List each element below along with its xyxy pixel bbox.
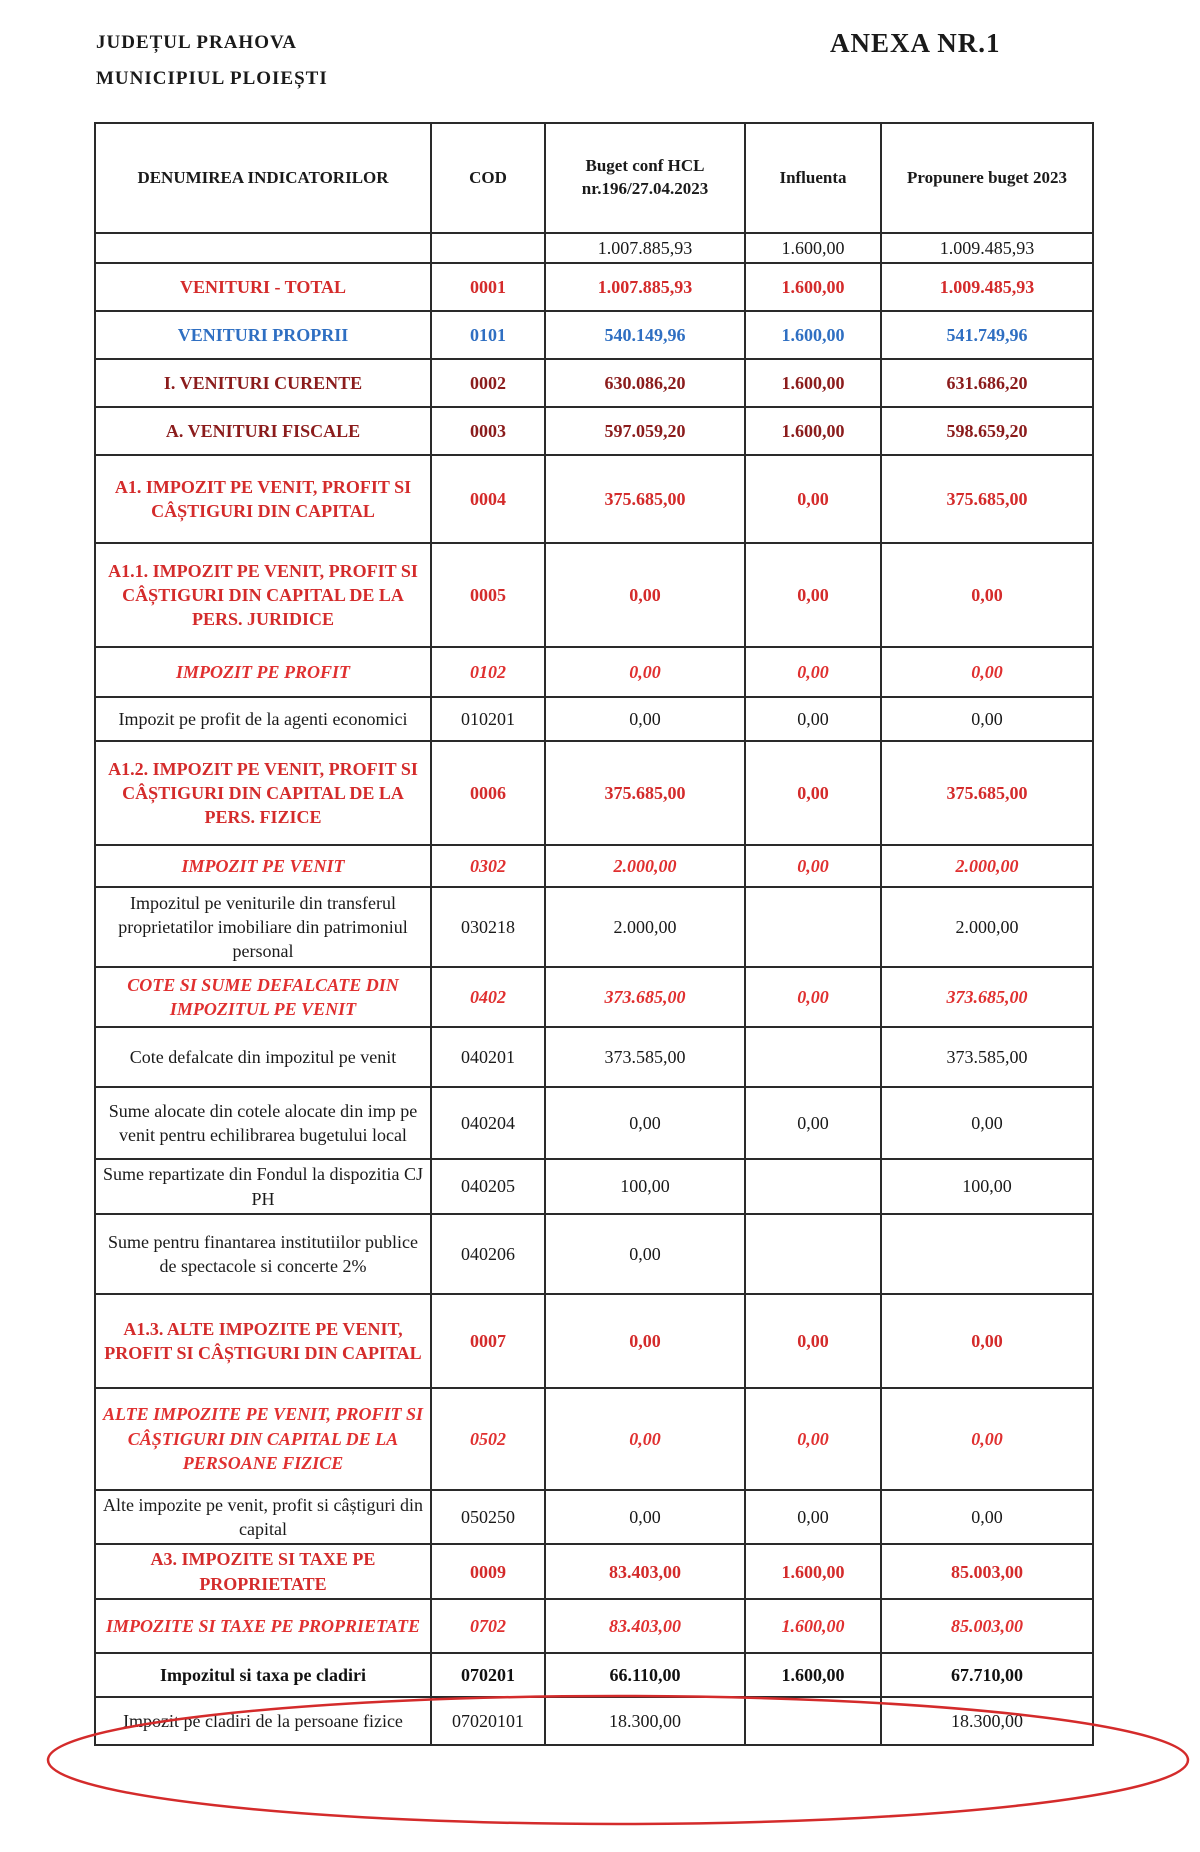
budget-value: 0,00 — [545, 1388, 745, 1490]
indicator-name: A1.1. IMPOZIT PE VENIT, PROFIT SI CÂȘTIGURI DIN CAPITAL DE LA PERS. JURIDICE — [95, 543, 431, 647]
proposal-value: 0,00 — [881, 1087, 1093, 1159]
table-row — [95, 1697, 1093, 1745]
influence-value: 0,00 — [745, 1294, 881, 1388]
influence-value — [745, 1027, 881, 1087]
budget-value: 0,00 — [545, 1214, 745, 1294]
table-row — [95, 647, 1093, 697]
influence-value — [745, 1697, 881, 1745]
column-header-code: COD — [431, 123, 545, 233]
table-body — [95, 233, 1093, 1745]
budget-value: 0,00 — [545, 697, 745, 741]
proposal-value: 631.686,20 — [881, 359, 1093, 407]
proposal-value: 373.685,00 — [881, 967, 1093, 1027]
annex-title: ANEXA NR.1 — [830, 28, 1001, 58]
budget-value: 0,00 — [545, 1087, 745, 1159]
indicator-code: 0009 — [431, 1544, 545, 1599]
indicator-name: Sume repartizate din Fondul la dispozitia CJ PH — [95, 1159, 431, 1214]
table-row — [95, 1490, 1093, 1545]
proposal-value: 85.003,00 — [881, 1599, 1093, 1653]
table-row — [95, 233, 1093, 263]
indicator-code: 0402 — [431, 967, 545, 1027]
indicator-code: 0006 — [431, 741, 545, 845]
indicator-name: IMPOZIT PE VENIT — [95, 845, 431, 887]
indicator-name: COTE SI SUME DEFALCATE DIN IMPOZITUL PE VENIT — [95, 967, 431, 1027]
indicator-name: Impozitul si taxa pe cladiri — [95, 1653, 431, 1697]
indicator-code: 0502 — [431, 1388, 545, 1490]
proposal-value: 0,00 — [881, 697, 1093, 741]
indicator-code: 0102 — [431, 647, 545, 697]
indicator-code: 0004 — [431, 455, 545, 543]
influence-value: 0,00 — [745, 697, 881, 741]
indicator-code: 030218 — [431, 887, 545, 967]
table-row — [95, 1087, 1093, 1159]
influence-value: 0,00 — [745, 1388, 881, 1490]
county-heading: JUDEȚUL PRAHOVA — [96, 32, 297, 53]
influence-value: 0,00 — [745, 1490, 881, 1545]
table-row — [95, 1544, 1093, 1599]
indicator-code: 040201 — [431, 1027, 545, 1087]
influence-value: 0,00 — [745, 967, 881, 1027]
indicator-code: 07020101 — [431, 1697, 545, 1745]
table-row — [95, 887, 1093, 967]
influence-value: 0,00 — [745, 647, 881, 697]
budget-value: 2.000,00 — [545, 887, 745, 967]
indicator-code: 040205 — [431, 1159, 545, 1214]
indicator-name: A1.2. IMPOZIT PE VENIT, PROFIT SI CÂȘTIGURI DIN CAPITAL DE LA PERS. FIZICE — [95, 741, 431, 845]
budget-value: 375.685,00 — [545, 455, 745, 543]
indicator-name: Sume alocate din cotele alocate din imp pe venit pentru echilibrarea bugetului local — [95, 1087, 431, 1159]
proposal-value: 541.749,96 — [881, 311, 1093, 359]
influence-value — [745, 1159, 881, 1214]
indicator-name: A3. IMPOZITE SI TAXE PE PROPRIETATE — [95, 1544, 431, 1599]
indicator-name: A. VENITURI FISCALE — [95, 407, 431, 455]
indicator-name: VENITURI PROPRII — [95, 311, 431, 359]
proposal-value: 0,00 — [881, 1294, 1093, 1388]
influence-value: 1.600,00 — [745, 407, 881, 455]
proposal-value: 0,00 — [881, 1490, 1093, 1545]
indicator-name: Cote defalcate din impozitul pe venit — [95, 1027, 431, 1087]
table-row — [95, 1214, 1093, 1294]
budget-value: 66.110,00 — [545, 1653, 745, 1697]
proposal-value: 67.710,00 — [881, 1653, 1093, 1697]
indicator-name: IMPOZIT PE PROFIT — [95, 647, 431, 697]
proposal-value: 1.009.485,93 — [881, 263, 1093, 311]
budget-value: 1.007.885,93 — [545, 233, 745, 263]
budget-value: 83.403,00 — [545, 1599, 745, 1653]
proposal-value — [881, 1214, 1093, 1294]
budget-value: 18.300,00 — [545, 1697, 745, 1745]
proposal-value: 0,00 — [881, 647, 1093, 697]
indicator-code: 040204 — [431, 1087, 545, 1159]
table-row — [95, 1159, 1093, 1214]
indicator-name: Impozitul pe veniturile din transferul proprietatilor imobiliare din patrimoniul personal — [95, 887, 431, 967]
indicator-name: VENITURI - TOTAL — [95, 263, 431, 311]
indicator-code — [431, 233, 545, 263]
indicator-code: 040206 — [431, 1214, 545, 1294]
column-header-influence: Influenta — [745, 123, 881, 233]
indicator-name: A1.3. ALTE IMPOZITE PE VENIT, PROFIT SI CÂȘTIGURI DIN CAPITAL — [95, 1294, 431, 1388]
proposal-value: 100,00 — [881, 1159, 1093, 1214]
budget-value: 83.403,00 — [545, 1544, 745, 1599]
budget-value: 373.585,00 — [545, 1027, 745, 1087]
table-row — [95, 1294, 1093, 1388]
proposal-value: 0,00 — [881, 543, 1093, 647]
proposal-value: 2.000,00 — [881, 887, 1093, 967]
indicator-code: 0001 — [431, 263, 545, 311]
indicator-name: IMPOZITE SI TAXE PE PROPRIETATE — [95, 1599, 431, 1653]
municipality-heading: MUNICIPIUL PLOIEȘTI — [96, 68, 328, 89]
influence-value: 1.600,00 — [745, 233, 881, 263]
influence-value: 0,00 — [745, 845, 881, 887]
column-header-budget: Buget conf HCL nr.196/27.04.2023 — [545, 123, 745, 233]
indicator-code: 010201 — [431, 697, 545, 741]
proposal-value: 0,00 — [881, 1388, 1093, 1490]
budget-value: 0,00 — [545, 647, 745, 697]
budget-table — [94, 122, 1094, 1746]
table-row — [95, 697, 1093, 741]
budget-value: 375.685,00 — [545, 741, 745, 845]
table-row — [95, 845, 1093, 887]
indicator-name — [95, 233, 431, 263]
column-header-name: DENUMIREA INDICATORILOR — [95, 123, 431, 233]
influence-value: 1.600,00 — [745, 263, 881, 311]
influence-value: 1.600,00 — [745, 311, 881, 359]
budget-value: 2.000,00 — [545, 845, 745, 887]
influence-value: 1.600,00 — [745, 1544, 881, 1599]
proposal-value: 2.000,00 — [881, 845, 1093, 887]
proposal-value: 375.685,00 — [881, 741, 1093, 845]
influence-value: 0,00 — [745, 741, 881, 845]
table-row — [95, 311, 1093, 359]
table-row — [95, 1653, 1093, 1697]
budget-value: 597.059,20 — [545, 407, 745, 455]
budget-value: 540.149,96 — [545, 311, 745, 359]
table-row — [95, 1599, 1093, 1653]
influence-value: 0,00 — [745, 543, 881, 647]
table-row — [95, 741, 1093, 845]
budget-value: 0,00 — [545, 1490, 745, 1545]
budget-value: 0,00 — [545, 543, 745, 647]
proposal-value: 1.009.485,93 — [881, 233, 1093, 263]
table-row — [95, 967, 1093, 1027]
budget-value: 630.086,20 — [545, 359, 745, 407]
indicator-code: 0002 — [431, 359, 545, 407]
table-row — [95, 359, 1093, 407]
table-row — [95, 407, 1093, 455]
influence-value: 1.600,00 — [745, 359, 881, 407]
indicator-code: 0702 — [431, 1599, 545, 1653]
table-header-row — [95, 123, 1093, 233]
indicator-code: 0003 — [431, 407, 545, 455]
budget-value: 0,00 — [545, 1294, 745, 1388]
indicator-name: Impozit pe cladiri de la persoane fizice — [95, 1697, 431, 1745]
influence-value — [745, 887, 881, 967]
influence-value: 1.600,00 — [745, 1653, 881, 1697]
proposal-value: 18.300,00 — [881, 1697, 1093, 1745]
table-row — [95, 543, 1093, 647]
influence-value: 0,00 — [745, 455, 881, 543]
influence-value: 1.600,00 — [745, 1599, 881, 1653]
influence-value: 0,00 — [745, 1087, 881, 1159]
indicator-code: 0302 — [431, 845, 545, 887]
proposal-value: 375.685,00 — [881, 455, 1093, 543]
indicator-name: I. VENITURI CURENTE — [95, 359, 431, 407]
indicator-code: 070201 — [431, 1653, 545, 1697]
table-row — [95, 455, 1093, 543]
proposal-value: 85.003,00 — [881, 1544, 1093, 1599]
budget-value: 373.685,00 — [545, 967, 745, 1027]
indicator-name: Sume pentru finantarea institutiilor publice de spectacole si concerte 2% — [95, 1214, 431, 1294]
influence-value — [745, 1214, 881, 1294]
indicator-name: Impozit pe profit de la agenti economici — [95, 697, 431, 741]
budget-value: 1.007.885,93 — [545, 263, 745, 311]
budget-value: 100,00 — [545, 1159, 745, 1214]
table-row — [95, 263, 1093, 311]
indicator-name: A1. IMPOZIT PE VENIT, PROFIT SI CÂȘTIGURI DIN CAPITAL — [95, 455, 431, 543]
indicator-name: Alte impozite pe venit, profit si câștiguri din capital — [95, 1490, 431, 1545]
proposal-value: 373.585,00 — [881, 1027, 1093, 1087]
table-row — [95, 1027, 1093, 1087]
table-row — [95, 1388, 1093, 1490]
indicator-code: 0005 — [431, 543, 545, 647]
column-header-proposal: Propunere buget 2023 — [881, 123, 1093, 233]
indicator-code: 0007 — [431, 1294, 545, 1388]
indicator-code: 050250 — [431, 1490, 545, 1545]
indicator-code: 0101 — [431, 311, 545, 359]
indicator-name: ALTE IMPOZITE PE VENIT, PROFIT SI CÂȘTIGURI DIN CAPITAL DE LA PERSOANE FIZICE — [95, 1388, 431, 1490]
proposal-value: 598.659,20 — [881, 407, 1093, 455]
